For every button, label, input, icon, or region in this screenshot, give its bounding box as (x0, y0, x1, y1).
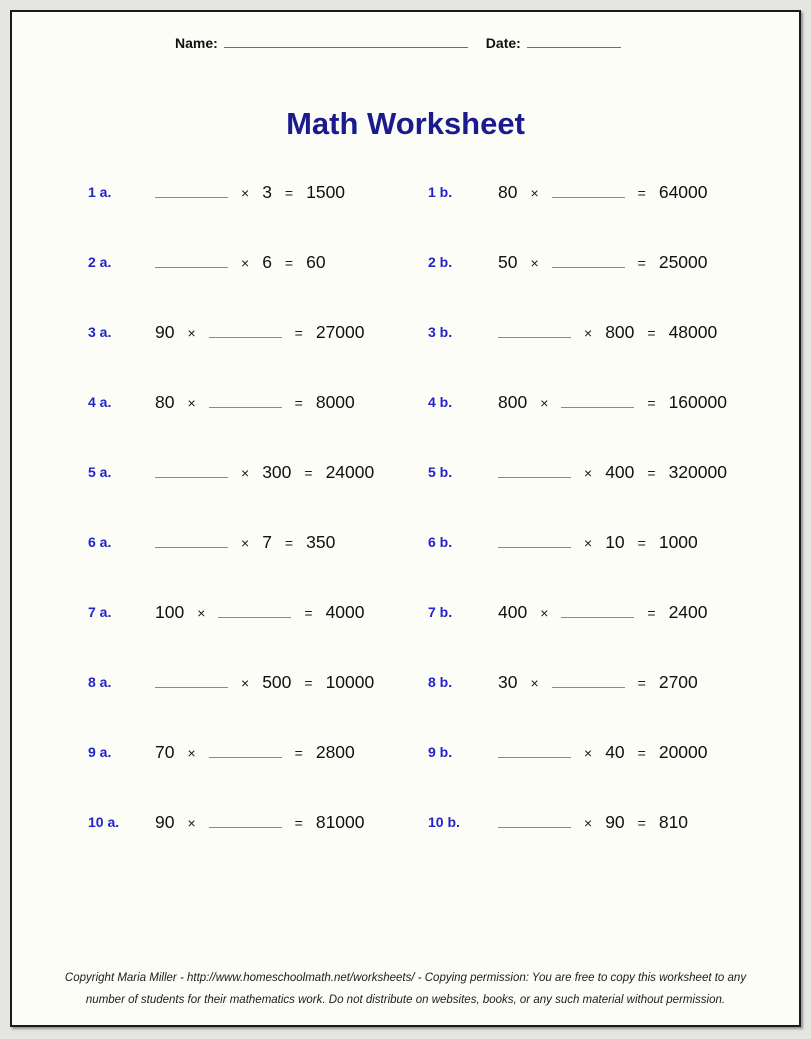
equals-sign: = (304, 464, 313, 481)
problem-expression (498, 532, 799, 553)
product-value: 24000 (325, 461, 375, 482)
factor-value: 70 (155, 741, 175, 762)
factor-value: 6 (262, 251, 272, 272)
answer-blank (209, 743, 282, 758)
answer-blank (155, 463, 228, 478)
factor-value: 500 (262, 671, 292, 692)
equals-sign: = (647, 394, 656, 411)
problem-row (12, 577, 799, 647)
product-value: 1500 (306, 181, 346, 202)
multiply-sign: × (584, 744, 593, 761)
equals-sign: = (637, 814, 646, 831)
factor-value: 50 (498, 251, 518, 272)
multiply-sign: × (187, 814, 196, 831)
page-title: Math Worksheet (286, 106, 525, 141)
problem-expression (155, 182, 428, 203)
product-value: 2700 (658, 671, 698, 692)
equals-sign: = (637, 534, 646, 551)
factor-value: 400 (605, 461, 635, 482)
problem-row (12, 507, 799, 577)
problem-number-label: 7 b. (428, 604, 453, 620)
problem-expression (498, 742, 799, 763)
product-value: 64000 (658, 181, 708, 202)
answer-blank (552, 673, 625, 688)
problem-expression (498, 602, 799, 623)
answer-blank (561, 603, 634, 618)
date-label: Date: (485, 35, 521, 51)
product-value: 48000 (668, 321, 718, 342)
answer-blank (155, 253, 228, 268)
multiply-sign: × (187, 744, 196, 761)
equals-sign: = (647, 604, 656, 621)
problem-row (12, 437, 799, 507)
product-value: 350 (306, 531, 336, 552)
problem-expression (498, 252, 799, 273)
name-label: Name: (175, 35, 218, 51)
problem-number-label: 6 a. (88, 534, 112, 550)
problem-expression (155, 602, 428, 623)
problem-row (12, 157, 799, 227)
answer-blank (498, 743, 571, 758)
problem-expression (498, 812, 799, 833)
factor-value: 80 (498, 181, 518, 202)
problem-row (12, 367, 799, 437)
equals-sign: = (294, 394, 303, 411)
multiply-sign: × (241, 534, 250, 551)
factor-value: 3 (262, 181, 272, 202)
problem-expression (155, 252, 428, 273)
problem-number-label: 2 a. (88, 254, 112, 270)
problem-number-label: 8 a. (88, 674, 112, 690)
product-value: 2400 (668, 601, 708, 622)
product-value: 25000 (658, 251, 708, 272)
problem-expression (155, 742, 428, 763)
product-value: 2800 (315, 741, 355, 762)
copyright-line-2: number of students for their mathematics work. Do not distribute on websites, books, or any such material without permission. (85, 994, 726, 1006)
multiply-sign: × (241, 184, 250, 201)
product-value: 60 (306, 251, 326, 272)
problem-expression (498, 392, 799, 413)
problem-number-label: 6 b. (428, 534, 453, 550)
factor-value: 30 (498, 671, 518, 692)
answer-blank (155, 673, 228, 688)
problem-number-label: 4 b. (428, 394, 453, 410)
problem-row (12, 227, 799, 297)
product-value: 160000 (668, 391, 727, 412)
equals-sign: = (637, 254, 646, 271)
answer-blank (552, 253, 625, 268)
equals-sign: = (294, 814, 303, 831)
factor-value: 90 (155, 811, 175, 832)
problem-number-label: 1 a. (88, 184, 112, 200)
answer-blank (498, 323, 571, 338)
problem-expression (155, 672, 428, 693)
equals-sign: = (284, 184, 294, 201)
product-value: 320000 (668, 461, 727, 482)
problem-number-label: 9 b. (428, 744, 453, 760)
date-blank-line (527, 34, 621, 48)
factor-value: 7 (262, 531, 272, 552)
problem-number-label: 3 b. (428, 324, 453, 340)
problem-number-label: 10 a. (88, 814, 120, 830)
problem-number-label: 8 b. (428, 674, 453, 690)
multiply-sign: × (584, 534, 593, 551)
product-value: 81000 (315, 811, 365, 832)
equals-sign: = (637, 184, 646, 201)
answer-blank (218, 603, 291, 618)
problem-row (12, 297, 799, 367)
answer-blank (155, 183, 228, 198)
product-value: 8000 (315, 391, 355, 412)
problem-expression (498, 182, 799, 203)
factor-value: 300 (262, 461, 292, 482)
answer-blank (209, 813, 282, 828)
product-value: 1000 (658, 531, 698, 552)
factor-value: 90 (155, 321, 175, 342)
multiply-sign: × (241, 464, 250, 481)
product-value: 4000 (325, 601, 365, 622)
equals-sign: = (637, 744, 646, 761)
problems-grid (12, 157, 799, 857)
worksheet-page (10, 10, 801, 1027)
equals-sign: = (294, 744, 303, 761)
answer-blank (552, 183, 625, 198)
problem-number-label: 1 b. (428, 184, 453, 200)
answer-blank (209, 393, 282, 408)
problem-number-label: 5 b. (428, 464, 453, 480)
problem-number-label: 4 a. (88, 394, 112, 410)
product-value: 810 (658, 811, 689, 832)
equals-sign: = (647, 464, 656, 481)
equals-sign: = (304, 604, 313, 621)
multiply-sign: × (241, 254, 250, 271)
factor-value: 40 (605, 741, 625, 762)
copyright-line-1: Copyright Maria Miller - http://www.homeschoolmath.net/worksheets/ - Copying permission: You are free to copy this worksheet to any (64, 972, 747, 984)
answer-blank (498, 463, 571, 478)
problem-row (12, 787, 799, 857)
equals-sign: = (637, 674, 646, 691)
problem-expression (498, 322, 799, 343)
equals-sign: = (294, 324, 303, 341)
factor-value: 80 (155, 391, 175, 412)
problem-number-label: 7 a. (88, 604, 112, 620)
problem-expression (155, 322, 428, 343)
problem-expression (155, 532, 428, 553)
copyright (12, 967, 799, 1011)
multiply-sign: × (530, 674, 539, 691)
multiply-sign: × (241, 674, 250, 691)
factor-value: 800 (605, 321, 635, 342)
answer-blank (498, 813, 571, 828)
product-value: 20000 (658, 741, 708, 762)
multiply-sign: × (540, 604, 549, 621)
multiply-sign: × (540, 394, 549, 411)
answer-blank (561, 393, 634, 408)
multiply-sign: × (584, 464, 593, 481)
factor-value: 100 (155, 601, 185, 622)
factor-value: 800 (498, 391, 528, 412)
product-value: 27000 (315, 321, 365, 342)
multiply-sign: × (584, 324, 593, 341)
equals-sign: = (647, 324, 656, 341)
multiply-sign: × (530, 184, 539, 201)
factor-value: 90 (605, 811, 625, 832)
multiply-sign: × (187, 324, 196, 341)
answer-blank (498, 533, 571, 548)
multiply-sign: × (584, 814, 593, 831)
header (175, 34, 621, 51)
problem-number-label: 10 b. (428, 814, 460, 830)
factor-value: 10 (605, 531, 625, 552)
equals-sign: = (304, 674, 313, 691)
equals-sign: = (284, 254, 294, 271)
name-blank-line (224, 34, 468, 48)
equals-sign: = (284, 534, 294, 551)
product-value: 10000 (325, 671, 375, 692)
problem-row (12, 647, 799, 717)
multiply-sign: × (197, 604, 206, 621)
multiply-sign: × (530, 254, 539, 271)
problem-number-label: 3 a. (88, 324, 112, 340)
problem-row (12, 717, 799, 787)
problem-expression (498, 672, 799, 693)
problem-number-label: 9 a. (88, 744, 112, 760)
factor-value: 400 (498, 601, 528, 622)
answer-blank (209, 323, 282, 338)
multiply-sign: × (187, 394, 196, 411)
problem-expression (155, 392, 428, 413)
problem-expression (155, 462, 428, 483)
problem-expression (155, 812, 428, 833)
problem-expression (498, 462, 799, 483)
answer-blank (155, 533, 228, 548)
problem-number-label: 2 b. (428, 254, 453, 270)
problem-number-label: 5 a. (88, 464, 112, 480)
